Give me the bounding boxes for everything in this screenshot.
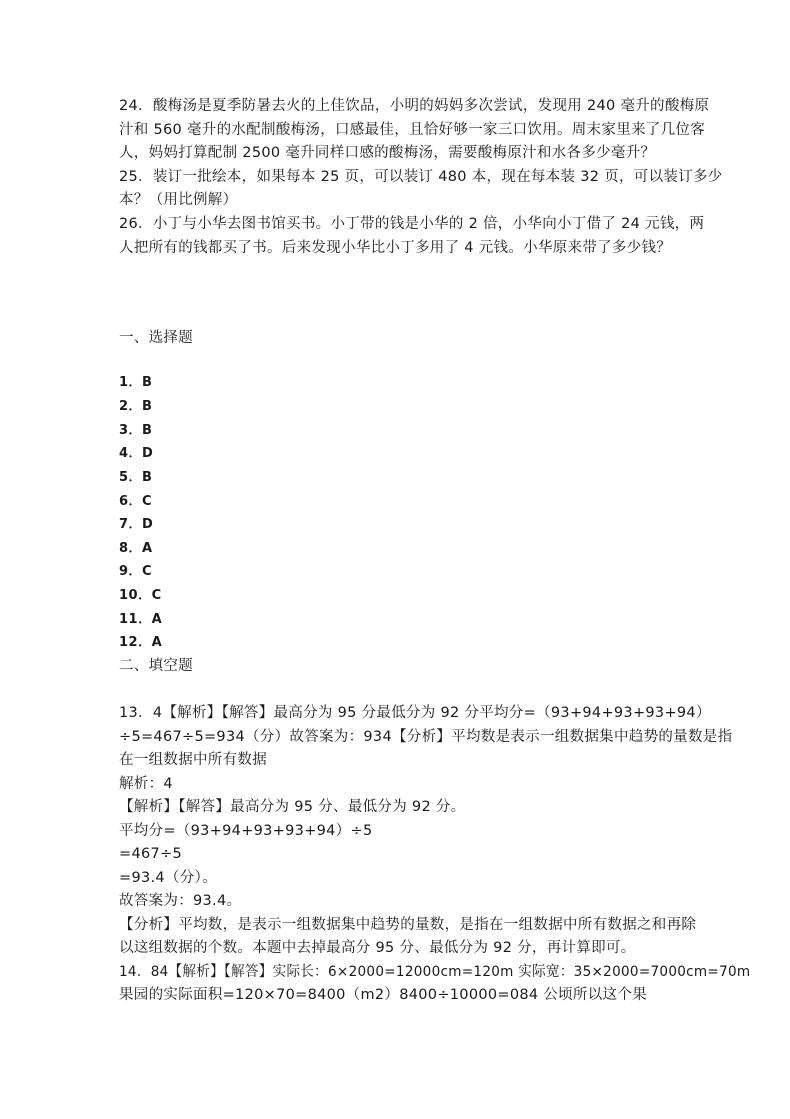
problem-24-line-3: 人，妈妈打算配制 2500 毫升同样口感的酸梅汤，需要酸梅原汁和水各多少毫升？: [119, 145, 656, 161]
choice-answer: 6．C: [119, 494, 153, 509]
fill-line: 【解析】【解答】最高分为 95 分、最低分为 92 分。: [119, 799, 466, 815]
choice-answer: 11．A: [119, 612, 163, 627]
choice-answer: 7．D: [119, 517, 154, 532]
choice-answer: 5．B: [119, 470, 153, 485]
problem-25-line-1: 25．装订一批绘本，如果每本 25 页，可以装订 480 本，现在每本装 32 页，可以装订多少: [119, 169, 723, 185]
fill-line: 解析：4: [119, 776, 173, 792]
choice-answer: 12．A: [119, 635, 163, 650]
choice-answer: 1．B: [119, 375, 153, 390]
problem-number: 24．: [119, 98, 153, 114]
fill-line: 故答案为：93.4。: [119, 893, 242, 909]
section-title-choice: 一、选择题: [119, 330, 193, 346]
fill-line: =467÷5: [119, 846, 183, 862]
fill-line: 【分析】平均数，是表示一组数据集中趋势的量数，是指在一组数据中所有数据之和再除: [119, 917, 697, 933]
problem-number: 25．: [119, 169, 153, 185]
fill-line: 13．4【解析】【解答】最高分为 95 分最低分为 92 分平均分=（93+94+93+93+94）: [119, 705, 711, 721]
problem-26-line-1: 26．小丁与小华去图书馆买书。小丁带的钱是小华的 2 倍，小华向小丁借了 24 元钱，两: [119, 216, 705, 232]
problem-25-line-2: 本？（用比例解）: [119, 192, 238, 208]
fill-line: 以这组数据的个数。本题中去掉最高分 95 分、最低分为 92 分，再计算即可。: [119, 940, 636, 956]
fill-line: 果园的实际面积=120×70=8400（m2）8400÷10000=084 公顷所以这个果: [119, 987, 647, 1003]
choice-answer: 8．A: [119, 541, 153, 556]
fill-line: 在一组数据中所有数据: [119, 752, 267, 768]
fill-line: 14．84【解析】【解答】实际长：6×2000=12000cm=120m 实际宽：35×2000=7000cm=70m: [119, 964, 751, 980]
fill-line: =93.4（分）。: [119, 870, 217, 886]
section-title-fill: 二、填空题: [119, 658, 193, 674]
fill-line: ÷5=467÷5=934（分）故答案为：934【分析】平均数是表示一组数据集中趋势的量数是指: [119, 729, 733, 745]
problem-24-line-2: 汁和 560 毫升的水配制酸梅汤，口感最佳，且恰好够一家三口饮用。周末家里来了几位客: [119, 122, 705, 138]
problem-number: 26．: [119, 216, 153, 232]
choice-answer: 2．B: [119, 399, 153, 414]
problem-26-line-2: 人把所有的钱都买了书。后来发现小华比小丁多用了 4 元钱。小华原来带了多少钱？: [119, 240, 672, 256]
choice-answer: 10．C: [119, 588, 162, 603]
fill-line: 平均分=（93+94+93+93+94）÷5: [119, 823, 373, 839]
choice-answer: 4．D: [119, 446, 154, 461]
problem-24-line-1: 24．酸梅汤是夏季防暑去火的上佳饮品，小明的妈妈多次尝试，发现用 240 毫升的酸梅原: [119, 98, 710, 114]
choice-answer: 9．C: [119, 564, 153, 579]
choice-answer: 3．B: [119, 423, 153, 438]
